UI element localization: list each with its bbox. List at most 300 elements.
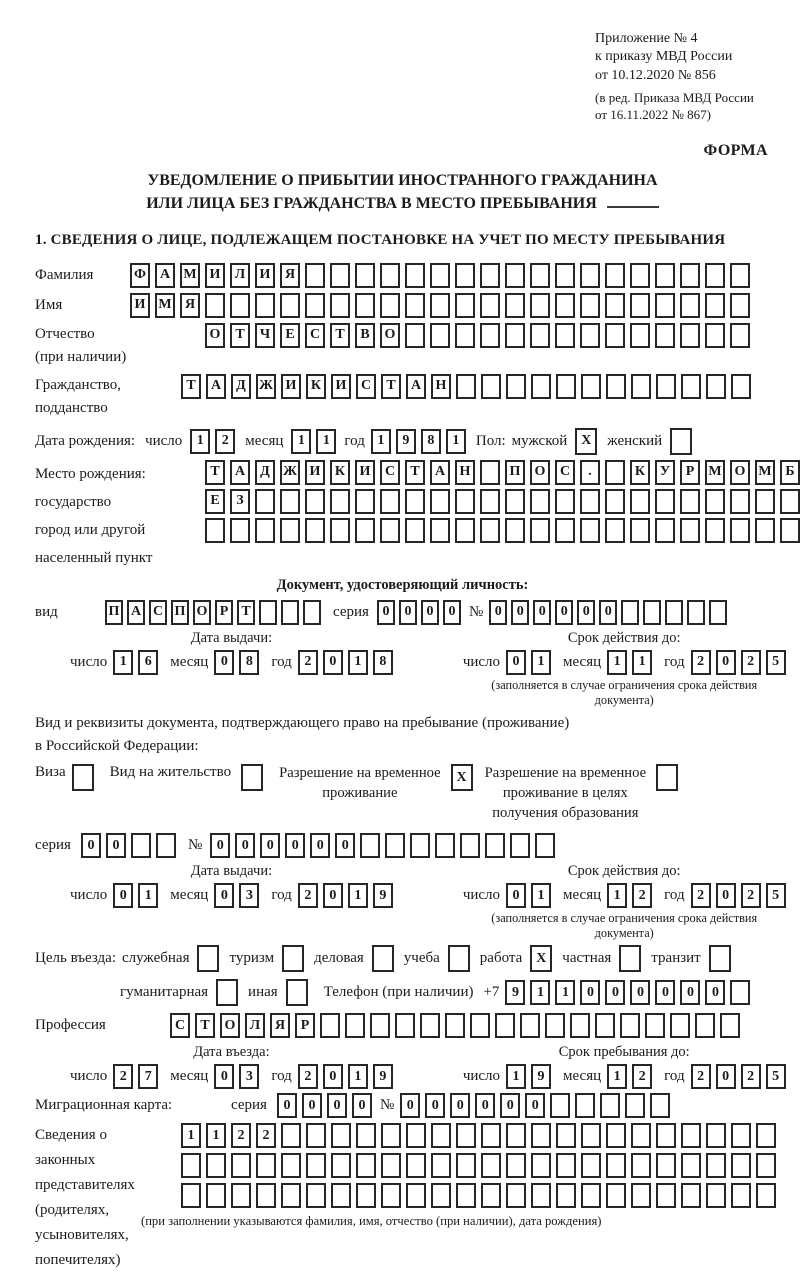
form-cell[interactable] (555, 518, 575, 543)
form-cell[interactable] (680, 263, 700, 288)
form-cell[interactable]: 1 (348, 1064, 368, 1089)
temp-residence-edu-checkbox[interactable] (656, 764, 678, 791)
form-cell[interactable] (480, 263, 500, 288)
form-cell[interactable]: М (155, 293, 175, 318)
form-cell[interactable] (620, 1013, 640, 1038)
form-cell[interactable]: 0 (327, 1093, 347, 1118)
form-cell[interactable] (406, 1153, 426, 1178)
form-cell[interactable]: 9 (531, 1064, 551, 1089)
form-cell[interactable] (630, 489, 650, 514)
form-cell[interactable] (305, 293, 325, 318)
form-cell[interactable] (281, 1123, 301, 1148)
form-cell[interactable] (606, 1153, 626, 1178)
form-cell[interactable] (730, 489, 750, 514)
form-cell[interactable]: Я (280, 263, 300, 288)
form-cell[interactable]: 1 (531, 883, 551, 908)
purpose-other-checkbox[interactable] (286, 979, 308, 1006)
form-cell[interactable] (706, 1153, 726, 1178)
form-cell[interactable]: И (331, 374, 351, 399)
form-cell[interactable]: Ф (130, 263, 150, 288)
form-cell[interactable] (306, 1123, 326, 1148)
form-cell[interactable] (281, 600, 299, 625)
form-cell[interactable]: 0 (214, 1064, 234, 1089)
form-cell[interactable] (230, 518, 250, 543)
form-cell[interactable] (481, 1123, 501, 1148)
form-cell[interactable]: Т (237, 600, 255, 625)
form-cell[interactable] (356, 1123, 376, 1148)
form-cell[interactable] (480, 518, 500, 543)
form-cell[interactable]: А (155, 263, 175, 288)
form-cell[interactable] (430, 263, 450, 288)
form-cell[interactable] (535, 833, 555, 858)
form-cell[interactable]: 9 (373, 883, 393, 908)
form-cell[interactable]: С (555, 460, 575, 485)
form-cell[interactable]: Ч (255, 323, 275, 348)
form-cell[interactable]: . (580, 460, 600, 485)
form-cell[interactable] (480, 460, 500, 485)
form-cell[interactable]: 0 (655, 980, 675, 1005)
form-cell[interactable] (643, 600, 661, 625)
form-cell[interactable] (570, 1013, 590, 1038)
form-cell[interactable]: О (730, 460, 750, 485)
form-cell[interactable] (755, 518, 775, 543)
form-cell[interactable] (381, 1123, 401, 1148)
form-cell[interactable]: И (355, 460, 375, 485)
form-cell[interactable] (730, 293, 750, 318)
form-cell[interactable] (405, 518, 425, 543)
form-cell[interactable] (410, 833, 430, 858)
form-cell[interactable] (695, 1013, 715, 1038)
form-cell[interactable]: 5 (766, 650, 786, 675)
form-cell[interactable] (456, 1153, 476, 1178)
purpose-private-checkbox[interactable] (619, 945, 641, 972)
form-cell[interactable] (709, 600, 727, 625)
form-cell[interactable] (306, 1153, 326, 1178)
purpose-official-checkbox[interactable] (197, 945, 219, 972)
form-cell[interactable]: М (755, 460, 775, 485)
form-cell[interactable] (280, 293, 300, 318)
form-cell[interactable] (380, 263, 400, 288)
form-cell[interactable] (605, 518, 625, 543)
form-cell[interactable]: К (306, 374, 326, 399)
form-cell[interactable]: 0 (81, 833, 101, 858)
form-cell[interactable] (655, 323, 675, 348)
form-cell[interactable]: 0 (605, 980, 625, 1005)
form-cell[interactable]: 1 (555, 980, 575, 1005)
form-cell[interactable] (430, 323, 450, 348)
form-cell[interactable] (506, 374, 526, 399)
form-cell[interactable] (230, 293, 250, 318)
purpose-business-checkbox[interactable] (372, 945, 394, 972)
form-cell[interactable] (680, 293, 700, 318)
form-cell[interactable]: А (127, 600, 145, 625)
form-cell[interactable] (131, 833, 151, 858)
form-cell[interactable] (630, 518, 650, 543)
form-cell[interactable]: 0 (352, 1093, 372, 1118)
form-cell[interactable] (405, 293, 425, 318)
form-cell[interactable] (481, 1183, 501, 1208)
form-cell[interactable]: 0 (443, 600, 461, 625)
form-cell[interactable] (231, 1183, 251, 1208)
form-cell[interactable]: 1 (348, 650, 368, 675)
form-cell[interactable] (385, 833, 405, 858)
form-cell[interactable] (681, 374, 701, 399)
form-cell[interactable]: 2 (298, 883, 318, 908)
form-cell[interactable] (600, 1093, 620, 1118)
form-cell[interactable] (345, 1013, 365, 1038)
sex-female-checkbox[interactable] (670, 428, 692, 455)
form-cell[interactable]: 0 (450, 1093, 470, 1118)
form-cell[interactable]: Б (780, 460, 800, 485)
form-cell[interactable]: 2 (113, 1064, 133, 1089)
form-cell[interactable] (656, 374, 676, 399)
form-cell[interactable] (205, 293, 225, 318)
form-cell[interactable] (680, 518, 700, 543)
form-cell[interactable] (656, 1183, 676, 1208)
form-cell[interactable]: 0 (533, 600, 551, 625)
form-cell[interactable]: 2 (632, 1064, 652, 1089)
form-cell[interactable] (460, 833, 480, 858)
form-cell[interactable]: 1 (206, 1123, 226, 1148)
form-cell[interactable]: 0 (716, 883, 736, 908)
form-cell[interactable]: Р (680, 460, 700, 485)
form-cell[interactable] (730, 980, 750, 1005)
form-cell[interactable] (555, 489, 575, 514)
form-cell[interactable]: 1 (607, 650, 627, 675)
form-cell[interactable] (355, 263, 375, 288)
form-cell[interactable]: Л (245, 1013, 265, 1038)
form-cell[interactable]: 0 (323, 1064, 343, 1089)
form-cell[interactable] (656, 1123, 676, 1148)
form-cell[interactable]: 1 (530, 980, 550, 1005)
form-cell[interactable] (255, 518, 275, 543)
form-cell[interactable] (755, 489, 775, 514)
form-cell[interactable] (556, 1153, 576, 1178)
form-cell[interactable]: 8 (239, 650, 259, 675)
form-cell[interactable] (756, 1153, 776, 1178)
form-cell[interactable]: 0 (506, 883, 526, 908)
form-cell[interactable]: 0 (705, 980, 725, 1005)
form-cell[interactable] (780, 518, 800, 543)
form-cell[interactable] (470, 1013, 490, 1038)
visa-checkbox[interactable] (72, 764, 94, 791)
form-cell[interactable]: Т (381, 374, 401, 399)
form-cell[interactable]: 8 (421, 429, 441, 454)
form-cell[interactable] (655, 263, 675, 288)
form-cell[interactable]: В (355, 323, 375, 348)
form-cell[interactable] (680, 489, 700, 514)
form-cell[interactable] (305, 263, 325, 288)
form-cell[interactable] (520, 1013, 540, 1038)
form-cell[interactable]: 1 (607, 883, 627, 908)
form-cell[interactable] (545, 1013, 565, 1038)
form-cell[interactable]: У (655, 460, 675, 485)
form-cell[interactable]: О (380, 323, 400, 348)
form-cell[interactable] (705, 323, 725, 348)
form-cell[interactable] (510, 833, 530, 858)
form-cell[interactable]: Ж (280, 460, 300, 485)
form-cell[interactable] (355, 518, 375, 543)
form-cell[interactable]: 0 (716, 1064, 736, 1089)
form-cell[interactable] (605, 323, 625, 348)
form-cell[interactable]: А (430, 460, 450, 485)
form-cell[interactable]: 1 (291, 429, 311, 454)
form-cell[interactable] (256, 1153, 276, 1178)
form-cell[interactable] (531, 374, 551, 399)
form-cell[interactable] (330, 518, 350, 543)
form-cell[interactable] (281, 1183, 301, 1208)
form-cell[interactable] (330, 293, 350, 318)
form-cell[interactable]: 0 (475, 1093, 495, 1118)
form-cell[interactable] (580, 323, 600, 348)
form-cell[interactable] (406, 1123, 426, 1148)
form-cell[interactable]: 5 (766, 883, 786, 908)
form-cell[interactable] (331, 1123, 351, 1148)
form-cell[interactable]: И (281, 374, 301, 399)
form-cell[interactable]: 2 (256, 1123, 276, 1148)
form-cell[interactable] (431, 1183, 451, 1208)
form-cell[interactable] (303, 600, 321, 625)
form-cell[interactable] (455, 489, 475, 514)
form-cell[interactable] (630, 323, 650, 348)
form-cell[interactable] (431, 1153, 451, 1178)
form-cell[interactable]: 0 (260, 833, 280, 858)
form-cell[interactable] (556, 374, 576, 399)
form-cell[interactable]: 1 (181, 1123, 201, 1148)
form-cell[interactable] (531, 1183, 551, 1208)
form-cell[interactable] (455, 263, 475, 288)
form-cell[interactable] (720, 1013, 740, 1038)
form-cell[interactable] (555, 293, 575, 318)
form-cell[interactable] (435, 833, 455, 858)
purpose-transit-checkbox[interactable] (709, 945, 731, 972)
form-cell[interactable]: О (193, 600, 211, 625)
form-cell[interactable] (606, 1123, 626, 1148)
form-cell[interactable] (581, 374, 601, 399)
form-cell[interactable]: 2 (691, 650, 711, 675)
form-cell[interactable] (665, 600, 683, 625)
form-cell[interactable] (505, 489, 525, 514)
form-cell[interactable]: З (230, 489, 250, 514)
form-cell[interactable] (581, 1123, 601, 1148)
form-cell[interactable]: 0 (377, 600, 395, 625)
form-cell[interactable]: 0 (577, 600, 595, 625)
form-cell[interactable] (681, 1153, 701, 1178)
form-cell[interactable]: 6 (138, 650, 158, 675)
form-cell[interactable] (606, 1183, 626, 1208)
form-cell[interactable] (480, 489, 500, 514)
form-cell[interactable]: А (406, 374, 426, 399)
form-cell[interactable] (605, 263, 625, 288)
form-cell[interactable] (456, 1183, 476, 1208)
form-cell[interactable]: П (105, 600, 123, 625)
form-cell[interactable]: 0 (630, 980, 650, 1005)
form-cell[interactable] (360, 833, 380, 858)
form-cell[interactable] (631, 1123, 651, 1148)
form-cell[interactable] (655, 293, 675, 318)
form-cell[interactable] (630, 263, 650, 288)
form-cell[interactable] (505, 293, 525, 318)
form-cell[interactable]: А (230, 460, 250, 485)
form-cell[interactable] (706, 1183, 726, 1208)
form-cell[interactable]: 1 (113, 650, 133, 675)
form-cell[interactable] (395, 1013, 415, 1038)
form-cell[interactable]: Д (255, 460, 275, 485)
form-cell[interactable]: П (171, 600, 189, 625)
form-cell[interactable] (330, 489, 350, 514)
form-cell[interactable]: 2 (231, 1123, 251, 1148)
form-cell[interactable]: Я (270, 1013, 290, 1038)
form-cell[interactable] (181, 1183, 201, 1208)
form-cell[interactable] (255, 293, 275, 318)
form-cell[interactable] (305, 518, 325, 543)
form-cell[interactable] (530, 518, 550, 543)
form-cell[interactable]: 2 (741, 883, 761, 908)
form-cell[interactable]: К (330, 460, 350, 485)
form-cell[interactable] (381, 1153, 401, 1178)
form-cell[interactable] (730, 518, 750, 543)
form-cell[interactable] (670, 1013, 690, 1038)
form-cell[interactable] (731, 1153, 751, 1178)
form-cell[interactable] (430, 293, 450, 318)
form-cell[interactable] (530, 323, 550, 348)
form-cell[interactable] (731, 1123, 751, 1148)
form-cell[interactable] (495, 1013, 515, 1038)
form-cell[interactable]: 0 (500, 1093, 520, 1118)
form-cell[interactable] (530, 263, 550, 288)
form-cell[interactable] (621, 600, 639, 625)
form-cell[interactable]: 1 (348, 883, 368, 908)
form-cell[interactable]: О (530, 460, 550, 485)
form-cell[interactable] (605, 460, 625, 485)
form-cell[interactable] (370, 1013, 390, 1038)
form-cell[interactable] (231, 1153, 251, 1178)
form-cell[interactable]: 0 (400, 1093, 420, 1118)
form-cell[interactable]: 0 (599, 600, 617, 625)
form-cell[interactable] (485, 833, 505, 858)
form-cell[interactable] (756, 1123, 776, 1148)
form-cell[interactable] (181, 1153, 201, 1178)
form-cell[interactable] (645, 1013, 665, 1038)
form-cell[interactable]: И (130, 293, 150, 318)
form-cell[interactable] (506, 1183, 526, 1208)
form-cell[interactable] (505, 323, 525, 348)
form-cell[interactable] (530, 489, 550, 514)
form-cell[interactable]: 2 (741, 1064, 761, 1089)
form-cell[interactable]: 0 (555, 600, 573, 625)
form-cell[interactable]: 1 (446, 429, 466, 454)
form-cell[interactable]: 7 (138, 1064, 158, 1089)
form-cell[interactable] (631, 374, 651, 399)
form-cell[interactable]: 2 (298, 650, 318, 675)
purpose-humanitarian-checkbox[interactable] (216, 979, 238, 1006)
form-cell[interactable] (256, 1183, 276, 1208)
form-cell[interactable] (555, 323, 575, 348)
form-cell[interactable] (705, 489, 725, 514)
form-cell[interactable]: 0 (511, 600, 529, 625)
form-cell[interactable] (575, 1093, 595, 1118)
form-cell[interactable]: 0 (277, 1093, 297, 1118)
form-cell[interactable] (650, 1093, 670, 1118)
form-cell[interactable]: 0 (580, 980, 600, 1005)
temp-residence-checkbox[interactable]: X (451, 764, 473, 791)
form-cell[interactable] (625, 1093, 645, 1118)
form-cell[interactable]: 2 (215, 429, 235, 454)
form-cell[interactable] (705, 293, 725, 318)
form-cell[interactable]: 1 (371, 429, 391, 454)
form-cell[interactable] (305, 489, 325, 514)
form-cell[interactable]: Е (205, 489, 225, 514)
form-cell[interactable] (156, 833, 176, 858)
form-cell[interactable] (655, 518, 675, 543)
form-cell[interactable]: Я (180, 293, 200, 318)
form-cell[interactable]: И (205, 263, 225, 288)
form-cell[interactable]: Т (181, 374, 201, 399)
purpose-work-checkbox[interactable]: X (530, 945, 552, 972)
form-cell[interactable]: 2 (741, 650, 761, 675)
form-cell[interactable] (405, 489, 425, 514)
form-cell[interactable]: 0 (302, 1093, 322, 1118)
form-cell[interactable] (556, 1123, 576, 1148)
form-cell[interactable] (406, 1183, 426, 1208)
form-cell[interactable] (680, 323, 700, 348)
form-cell[interactable]: 1 (506, 1064, 526, 1089)
form-cell[interactable] (556, 1183, 576, 1208)
form-cell[interactable]: 0 (421, 600, 439, 625)
form-cell[interactable] (206, 1153, 226, 1178)
form-cell[interactable] (595, 1013, 615, 1038)
form-cell[interactable] (281, 1153, 301, 1178)
form-cell[interactable] (506, 1123, 526, 1148)
form-cell[interactable] (455, 293, 475, 318)
form-cell[interactable] (320, 1013, 340, 1038)
form-cell[interactable]: С (305, 323, 325, 348)
form-cell[interactable] (631, 1183, 651, 1208)
form-cell[interactable]: 8 (373, 650, 393, 675)
form-cell[interactable] (681, 1123, 701, 1148)
form-cell[interactable] (306, 1183, 326, 1208)
form-cell[interactable] (481, 1153, 501, 1178)
form-cell[interactable] (656, 1153, 676, 1178)
form-cell[interactable] (531, 1123, 551, 1148)
form-cell[interactable] (456, 374, 476, 399)
form-cell[interactable] (580, 293, 600, 318)
form-cell[interactable] (355, 489, 375, 514)
form-cell[interactable]: 2 (691, 1064, 711, 1089)
form-cell[interactable]: 0 (425, 1093, 445, 1118)
form-cell[interactable] (580, 263, 600, 288)
form-cell[interactable]: Т (330, 323, 350, 348)
form-cell[interactable]: А (206, 374, 226, 399)
form-cell[interactable]: 0 (399, 600, 417, 625)
form-cell[interactable]: 1 (632, 650, 652, 675)
form-cell[interactable] (506, 1153, 526, 1178)
form-cell[interactable]: 0 (489, 600, 507, 625)
form-cell[interactable]: 0 (113, 883, 133, 908)
form-cell[interactable] (259, 600, 277, 625)
form-cell[interactable]: 9 (396, 429, 416, 454)
form-cell[interactable]: Р (215, 600, 233, 625)
form-cell[interactable] (381, 1183, 401, 1208)
form-cell[interactable]: 0 (285, 833, 305, 858)
form-cell[interactable] (380, 293, 400, 318)
form-cell[interactable] (205, 518, 225, 543)
form-cell[interactable]: 0 (210, 833, 230, 858)
form-cell[interactable] (330, 263, 350, 288)
form-cell[interactable] (380, 489, 400, 514)
form-cell[interactable]: 1 (316, 429, 336, 454)
form-cell[interactable] (505, 263, 525, 288)
